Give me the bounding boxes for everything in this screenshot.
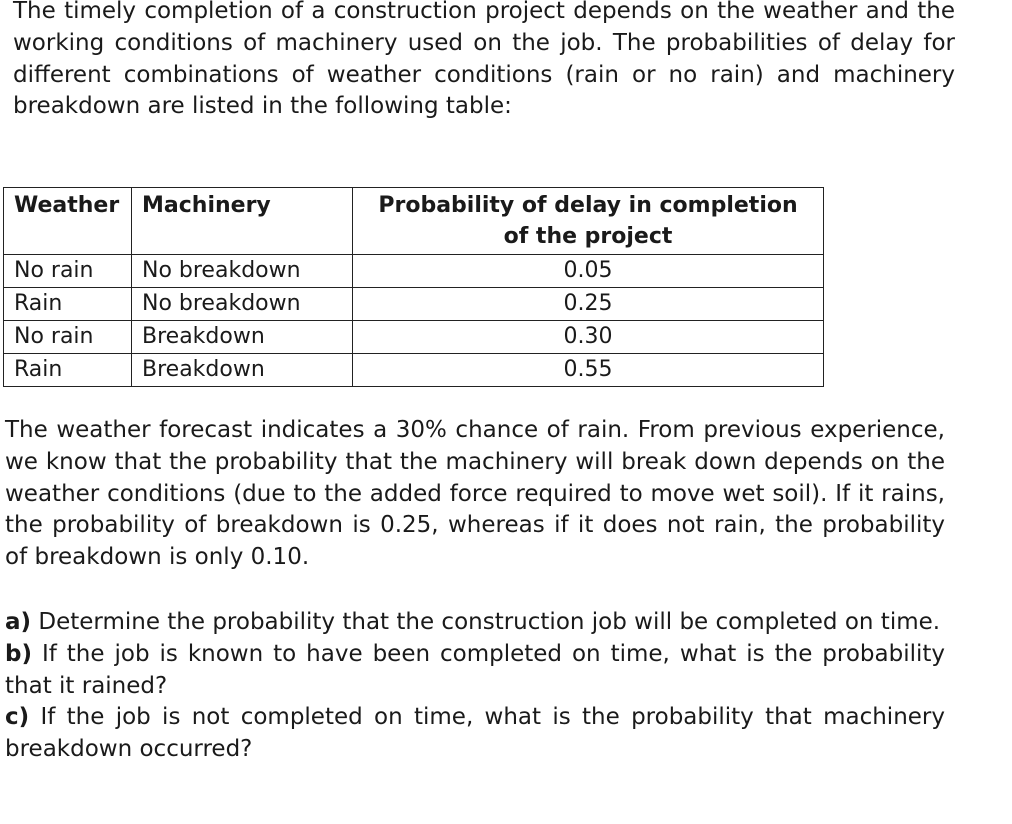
cell-weather: No rain	[4, 255, 132, 288]
question-a	[5, 607, 945, 639]
question-label: b)	[5, 640, 32, 667]
cell-probability: 0.05	[353, 255, 824, 288]
table-header-row	[4, 188, 824, 255]
table-row	[4, 354, 824, 387]
cell-weather: Rain	[4, 288, 132, 321]
header-machinery: Machinery	[132, 188, 353, 255]
question-b	[5, 639, 945, 703]
cell-weather: No rain	[4, 321, 132, 354]
cell-machinery: No breakdown	[132, 288, 353, 321]
header-probability: Probability of delay in completion of the project	[353, 188, 824, 255]
question-text: If the job is not completed on time, what is the probability that machinery breakdown occurred?	[5, 704, 945, 763]
table-row	[4, 288, 824, 321]
cell-machinery: Breakdown	[132, 321, 353, 354]
header-weather: Weather	[4, 188, 132, 255]
delay-probability-table	[3, 187, 824, 387]
question-text: If the job is known to have been completed on time, what is the probability that it rained?	[5, 640, 946, 699]
question-label: c)	[5, 704, 30, 731]
intro-paragraph: The timely completion of a construction project depends on the weather and the working conditions of machinery used on the job. The probabilities of delay for different combinations of weather conditions (rain or no rain) and machinery breakdown are listed in the following table:	[13, 0, 955, 120]
question-c	[5, 702, 945, 766]
question-label: a)	[5, 609, 32, 635]
cell-machinery: Breakdown	[132, 354, 353, 387]
cell-weather: Rain	[4, 354, 132, 387]
cell-probability: 0.55	[353, 354, 824, 387]
question-text: Determine the probability that the construction job will be completed on time.	[38, 609, 941, 635]
cell-machinery: No breakdown	[132, 255, 353, 288]
forecast-paragraph: The weather forecast indicates a 30% chance of rain. From previous experience, we know that the probability that the machinery will break down depends on the weather conditions (due to the added force required to move wet soil). If it rains, the probability of breakdown is 0.25, whereas if it does not rain, the probability of breakdown is only 0.10.	[5, 417, 945, 571]
table-row	[4, 255, 824, 288]
cell-probability: 0.25	[353, 288, 824, 321]
questions-list	[5, 607, 945, 766]
cell-probability: 0.30	[353, 321, 824, 354]
table-row	[4, 321, 824, 354]
